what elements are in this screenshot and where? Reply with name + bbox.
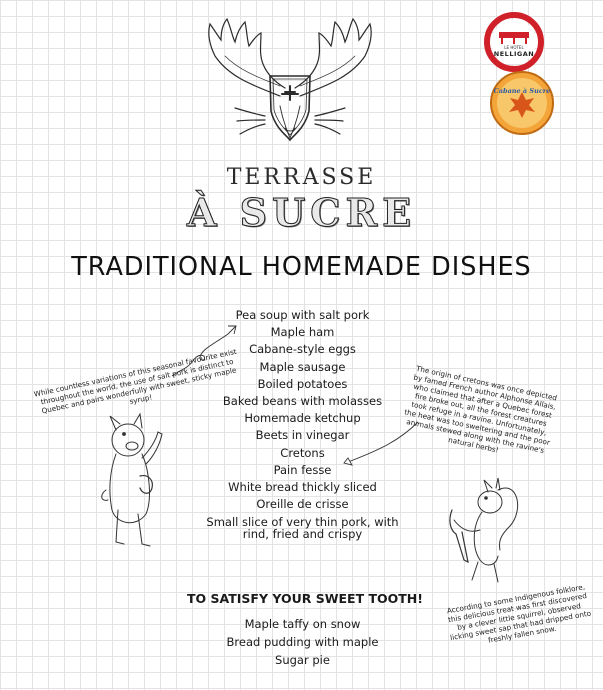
dish-item: Beets in vinegar <box>255 428 350 443</box>
nelligan-small-text: LE HOTEL <box>504 45 524 50</box>
dish-item: Maple ham <box>270 325 335 340</box>
dish-item: Small slice of very thin pork, with rind, fried and crispy <box>206 515 399 542</box>
dish-item: Homemade ketchup <box>244 411 361 426</box>
note-cretons: The origin of cretons was once depicted by famed French author Alphonse Allais, who claimed that after a Quebec forest fire broke out, all the forest creatures took refuge in a ravine. Unfortunately, the heat was too sweltering and the poor animals stewed along with the ravine's natural herbs! <box>403 363 558 456</box>
brand-name-main: À SUCRE <box>186 190 417 235</box>
cabane-a-sucre-logo <box>489 70 555 136</box>
arrow-to-pea-soup-icon <box>170 320 240 380</box>
dish-item: Oreille de crisse <box>256 497 349 512</box>
dish-item: Boiled potatoes <box>257 376 348 391</box>
sweet-item: Maple taffy on snow <box>244 617 361 631</box>
moose-shield-emblem <box>185 16 395 166</box>
nelligan-logo <box>474 12 554 74</box>
squirrel-illustration <box>438 470 524 590</box>
arrow-to-cretons-icon <box>340 420 420 470</box>
dish-item: Pea soup with salt pork <box>235 308 370 322</box>
pig-chef-illustration <box>96 410 174 560</box>
note-maple-taffy: According to some Indigenous folklore, this delicious treat was first discovered by a clever little squirrel, observed licking sweet sap that had dripped onto freshly fallen snow. <box>446 582 592 645</box>
note-pea-soup: While countless variations of this seasonal favourite exist throughout the world, the use of salt pork is distinct to Quebec and pairs wonderfully with sweet, sticky maple syrup! <box>33 346 238 416</box>
cabane-text: Cabane à Sucre <box>493 87 551 95</box>
dish-item: Cabane-style eggs <box>249 342 356 357</box>
sweet-heading: TO SATISFY YOUR SWEET TOOTH! <box>187 591 423 606</box>
brand-name-top: TERRASSE <box>226 165 377 190</box>
dish-item: White bread thickly sliced <box>228 480 377 495</box>
sweet-item: Sugar pie <box>275 653 330 667</box>
menu-heading: TRADITIONAL HOMEMADE DISHES <box>71 252 532 282</box>
dish-item: Cretons <box>280 445 325 460</box>
dish-item: Maple sausage <box>259 359 346 374</box>
sweet-item: Bread pudding with maple <box>226 635 379 649</box>
nelligan-text: NELLIGAN <box>493 50 535 58</box>
dish-item: Baked beans with molasses <box>222 394 383 409</box>
dish-item: Pain fesse <box>273 462 332 477</box>
sweet-list <box>200 615 405 669</box>
